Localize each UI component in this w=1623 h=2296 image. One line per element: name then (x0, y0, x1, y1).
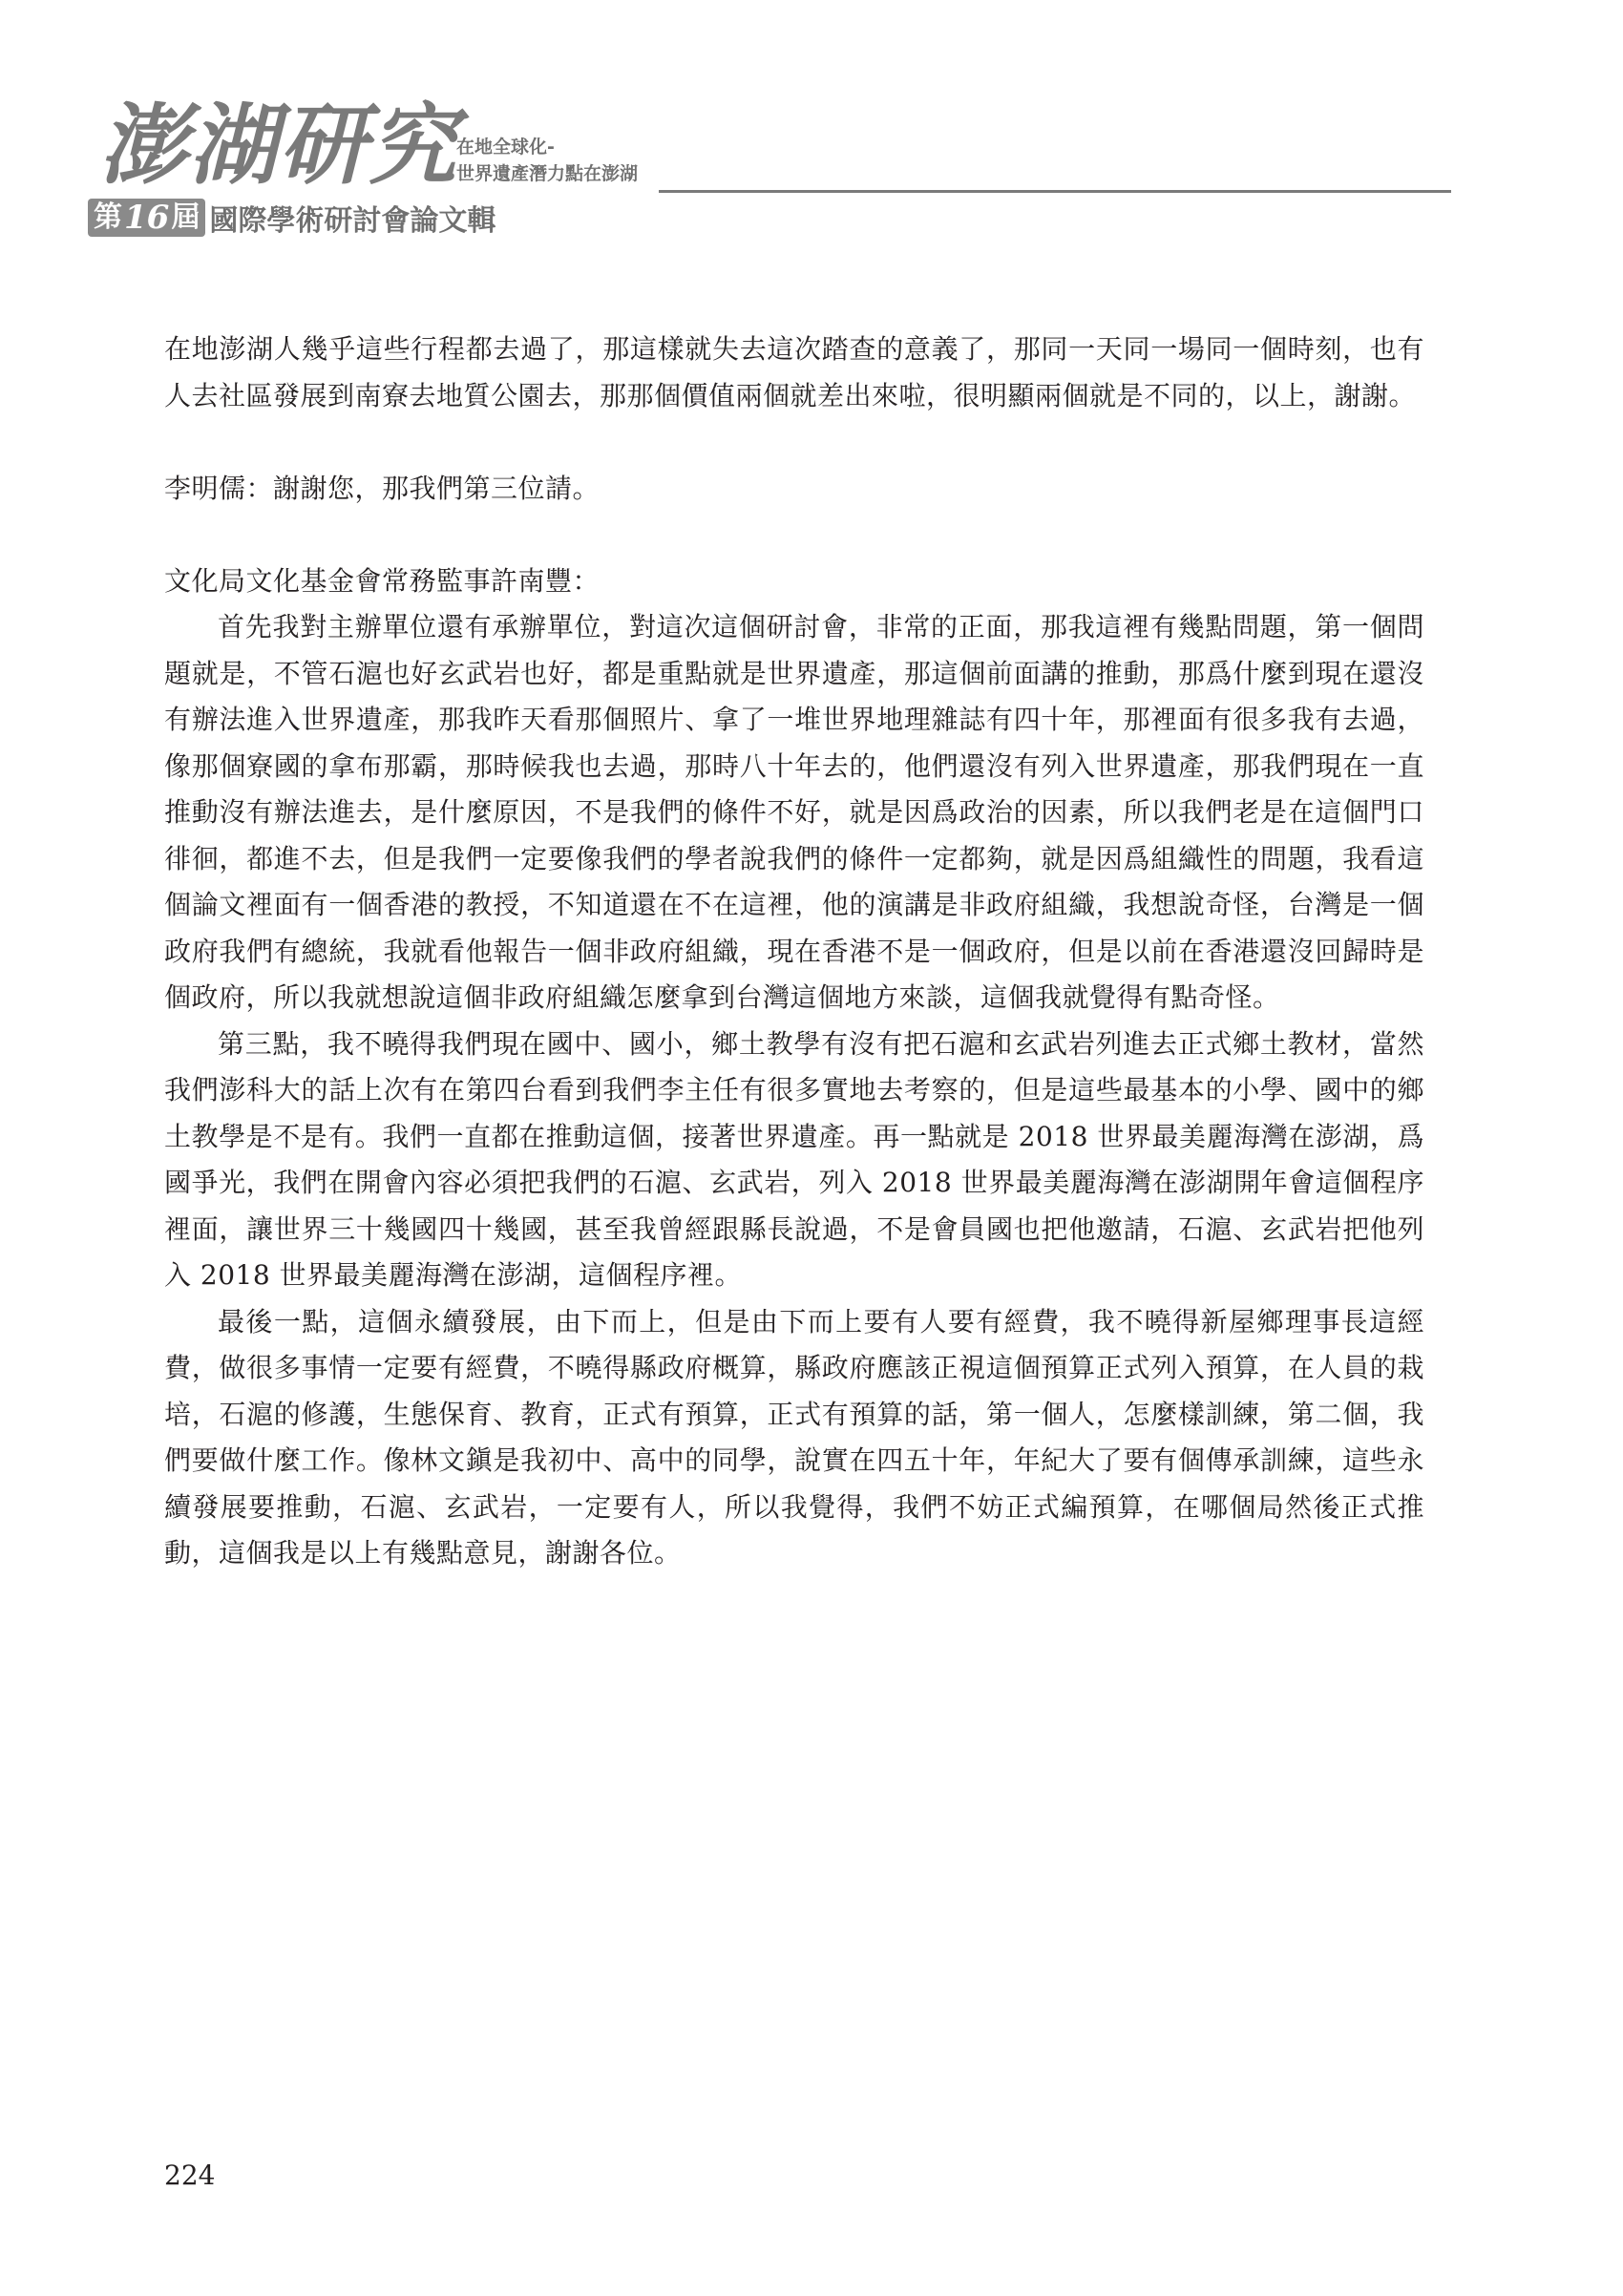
speaker-paragraph-3: 最後一點，這個永續發展，由下而上，但是由下而上要有人要有經費，我不曉得新屋鄉理事長這經費，做很多事情一定要有經費，不曉得縣政府概算，縣政府應該正視這個預算正式列入預算，在人員的栽培，石滬的修護，生態保育、教育，正式有預算，正式有預算的話，第一個人，怎麼樣訓練，第二個，我們要做什麼工作。像林文鎭是我初中、高中的同學，說實在四五十年，年紀大了要有個傳承訓練，這些永續發展要推動，石滬、玄武岩，一定要有人，所以我覺得，我們不妨正式編預算，在哪個局然後正式推動，這個我是以上有幾點意見，謝謝各位。 (164, 1305, 1424, 1569)
proceedings-title: 國際學術研討會論文輯 (209, 204, 496, 238)
subtitle-line-2: 世界遺產潛力點在澎湖 (456, 163, 639, 184)
conference-subtitle (456, 134, 638, 187)
page-number: 224 (164, 2159, 216, 2191)
header-divider (659, 190, 1451, 193)
session-badge (88, 199, 205, 237)
running-header (0, 0, 1623, 248)
transcript-body (164, 326, 1424, 1577)
speaker-label: 文化局文化基金會常務監事許南豐： (164, 564, 601, 597)
moderator-remark: 李明儒：謝謝您，那我們第三位請。 (164, 472, 601, 504)
paragraph-spacer (164, 419, 1424, 466)
journal-title-logo: 澎湖研究 (99, 94, 459, 197)
paragraph-spacer (164, 512, 1424, 558)
session-number: 16 (124, 199, 170, 237)
subtitle-line-1: 在地全球化- (456, 137, 555, 158)
speaker-paragraph-1: 首先我對主辦單位還有承辦單位，對這次這個研討會，非常的正面，那我這裡有幾點問題，第一個問題就是，不管石滬也好玄武岩也好，都是重點就是世界遺產，那這個前面講的推動，那爲什麼到現在還沒有辦法進入世界遺產，那我昨天看那個照片、拿了一堆世界地理雜誌有四十年，那裡面有很多我有去過，像那個寮國的拿布那霸，那時候我也去過，那時八十年去的，他們還沒有列入世界遺產，那我們現在一直推動沒有辦法進去，是什麼原因，不是我們的條件不好，就是因爲政治的因素，所以我們老是在這個門口徘徊，都進不去，但是我們一定要像我們的學者說我們的條件一定都夠，就是因爲組織性的問題，我看這個論文裡面有一個香港的教授，不知道還在不在這裡，他的演講是非政府組織，我想說奇怪，台灣是一個政府我們有總統，我就看他報告一個非政府組織，現在香港不是一個政府，但是以前在香港還沒回歸時是個政府，所以我就想說這個非政府組織怎麼拿到台灣這個地方來談，這個我就覺得有點奇怪。 (164, 611, 1424, 1013)
speaker-paragraph-2: 第三點，我不曉得我們現在國中、國小，鄉土教學有沒有把石滬和玄武岩列進去正式鄉土教材，當然我們澎科大的話上次有在第四台看到我們李主任有很多實地去考察的，但是這些最基本的小學、國中的鄉土教學是不是有。我們一直都在推動這個，接著世界遺產。再一點就是 2018 世界最美麗海灣在澎湖，爲國爭光，我們在開會內容必須把我們的石滬、玄武岩，列入 2018 世界最美麗海灣在澎湖開年會這個程序裡面，讓世界三十幾國四十幾國，甚至我曾經跟縣長說過，不是會員國也把他邀請，石滬、玄武岩把他列入 2018 世界最美麗海灣在澎湖，這個程序裡。 (164, 1027, 1424, 1291)
session-prefix: 第 (94, 200, 122, 234)
paragraph-continuation: 在地澎湖人幾乎這些行程都去過了，那這樣就失去這次踏查的意義了，那同一天同一場同一個時刻，也有人去社區發展到南寮去地質公園去，那那個價值兩個就差出來啦，很明顯兩個就是不同的，以上，謝謝。 (164, 333, 1424, 411)
proceedings-series (88, 197, 495, 239)
session-suffix: 屆 (171, 200, 200, 234)
